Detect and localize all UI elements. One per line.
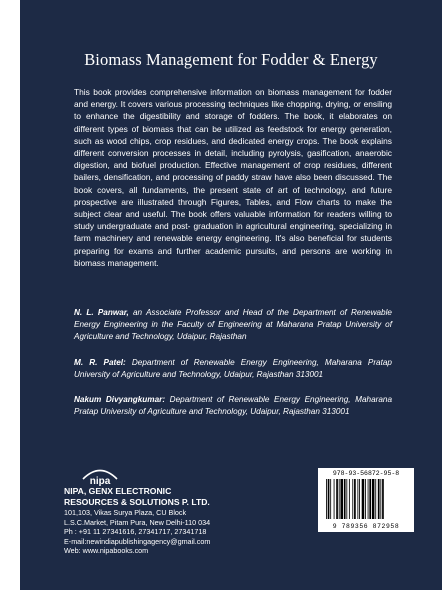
barcode-digits: 9 789356 872958 — [332, 523, 400, 530]
publisher-website: Web: www.nipabooks.com — [64, 546, 149, 556]
barcode-bar — [382, 479, 384, 519]
barcode-bar — [359, 479, 360, 519]
barcode-bar — [328, 479, 330, 519]
barcode-bar — [344, 479, 346, 519]
author-entry — [74, 357, 392, 381]
book-description: This book provides comprehensive information on biomass management for fodder and energy. It covers various processing techniques like chopping, drying, or ensiling to enhance the digestibility and storage of fodders. The book, it elaborates on different types of biomass that can be utilized as feedstock for energy generation, such as wood chips, crop residues, and dedicated energy crops. The book explains different conversion processes in detail, including pyrolysis, gasification, anaerobic digestion, and biofuel production. Effective management of crop residues, different bailers, densification, and processing of paddy straw have also been discussed. The book covers, all fundaments, the present state of art of technology, and future prospective are illustrated through Figures, Tables, and Flow charts to make the subject clear and useful. The book offers valuable information for readers willing to study undergraduate and post- graduation in agricultural engineering, specializing in farm machinery and renewable energy engineering. It's also beneficial for students preparing for exams and further academic pursuits, and persons are working in biomass management. — [74, 87, 392, 268]
isbn-barcode — [318, 468, 414, 532]
publisher-address: L.S.C.Market, Pitam Pura, New Delhi-110 034 — [64, 517, 211, 527]
barcode-bar — [336, 479, 338, 519]
barcode-bar — [369, 479, 371, 519]
barcode-bar — [346, 479, 347, 519]
author-name: Nakum Divyangkumar: — [74, 395, 166, 405]
barcode-bar — [339, 479, 340, 519]
barcode-bar — [349, 479, 350, 519]
barcode-bar — [352, 479, 353, 519]
publisher-email: E-mail:newindiapublishingagency@gmail.com — [64, 536, 211, 546]
barcode-bar — [378, 479, 380, 519]
barcode-bar — [380, 479, 381, 519]
author-entry — [74, 307, 392, 344]
barcode-bar — [354, 479, 356, 519]
author-affiliation: Department of Renewable Energy Engineering, Maharana Pratap University of Agriculture and Technology, Udaipur, Rajasthan 313001 — [74, 357, 392, 379]
book-title: Biomass Management for Fodder & Energy — [84, 50, 378, 69]
isbn-number: 978-93-56872-95-8 — [332, 470, 400, 477]
author-affiliation: an Associate Professor and Head of the Department of Renewable Energy Engineering in the Faculty of Engineering at Maharana Pratap University of Agriculture and Technology, Udaipur, Rajasthan — [74, 308, 392, 342]
author-name: M. R. Patel: — [74, 357, 126, 367]
barcode-bar — [330, 479, 331, 519]
author-name: N. L. Panwar, — [74, 308, 129, 317]
barcode-bar — [326, 479, 327, 519]
barcode-bars — [326, 479, 406, 519]
back-cover — [20, 0, 442, 590]
publisher-address: 101,103, Vikas Surya Plaza, CU Block — [64, 508, 187, 517]
barcode-bar — [357, 479, 358, 519]
author-entry — [74, 394, 392, 418]
barcode-bar — [368, 479, 369, 519]
barcode-bar — [362, 479, 365, 519]
publisher-logo-text: nipa — [89, 476, 111, 486]
barcode-bar — [340, 479, 343, 519]
barcode-bar — [372, 479, 375, 519]
author-list — [74, 307, 392, 431]
publisher-name: NIPA, GENX ELECTRONIC — [64, 486, 172, 496]
publisher-phone: Ph : +91 11 27341616, 27341717, 27341718 — [64, 527, 207, 537]
publisher-logo — [80, 466, 120, 486]
publisher-block — [64, 466, 304, 556]
publisher-name-line2: RESOURCES & SOLUTIONS P. LTD. — [64, 497, 210, 507]
barcode-bar — [365, 479, 366, 519]
barcode-bar — [375, 479, 376, 519]
barcode-bar — [334, 479, 335, 519]
author-affiliation: Department of Renewable Energy Engineering, Maharana Pratap University of Agriculture and Technology, Udaipur, Rajasthan 313001 — [74, 395, 393, 417]
